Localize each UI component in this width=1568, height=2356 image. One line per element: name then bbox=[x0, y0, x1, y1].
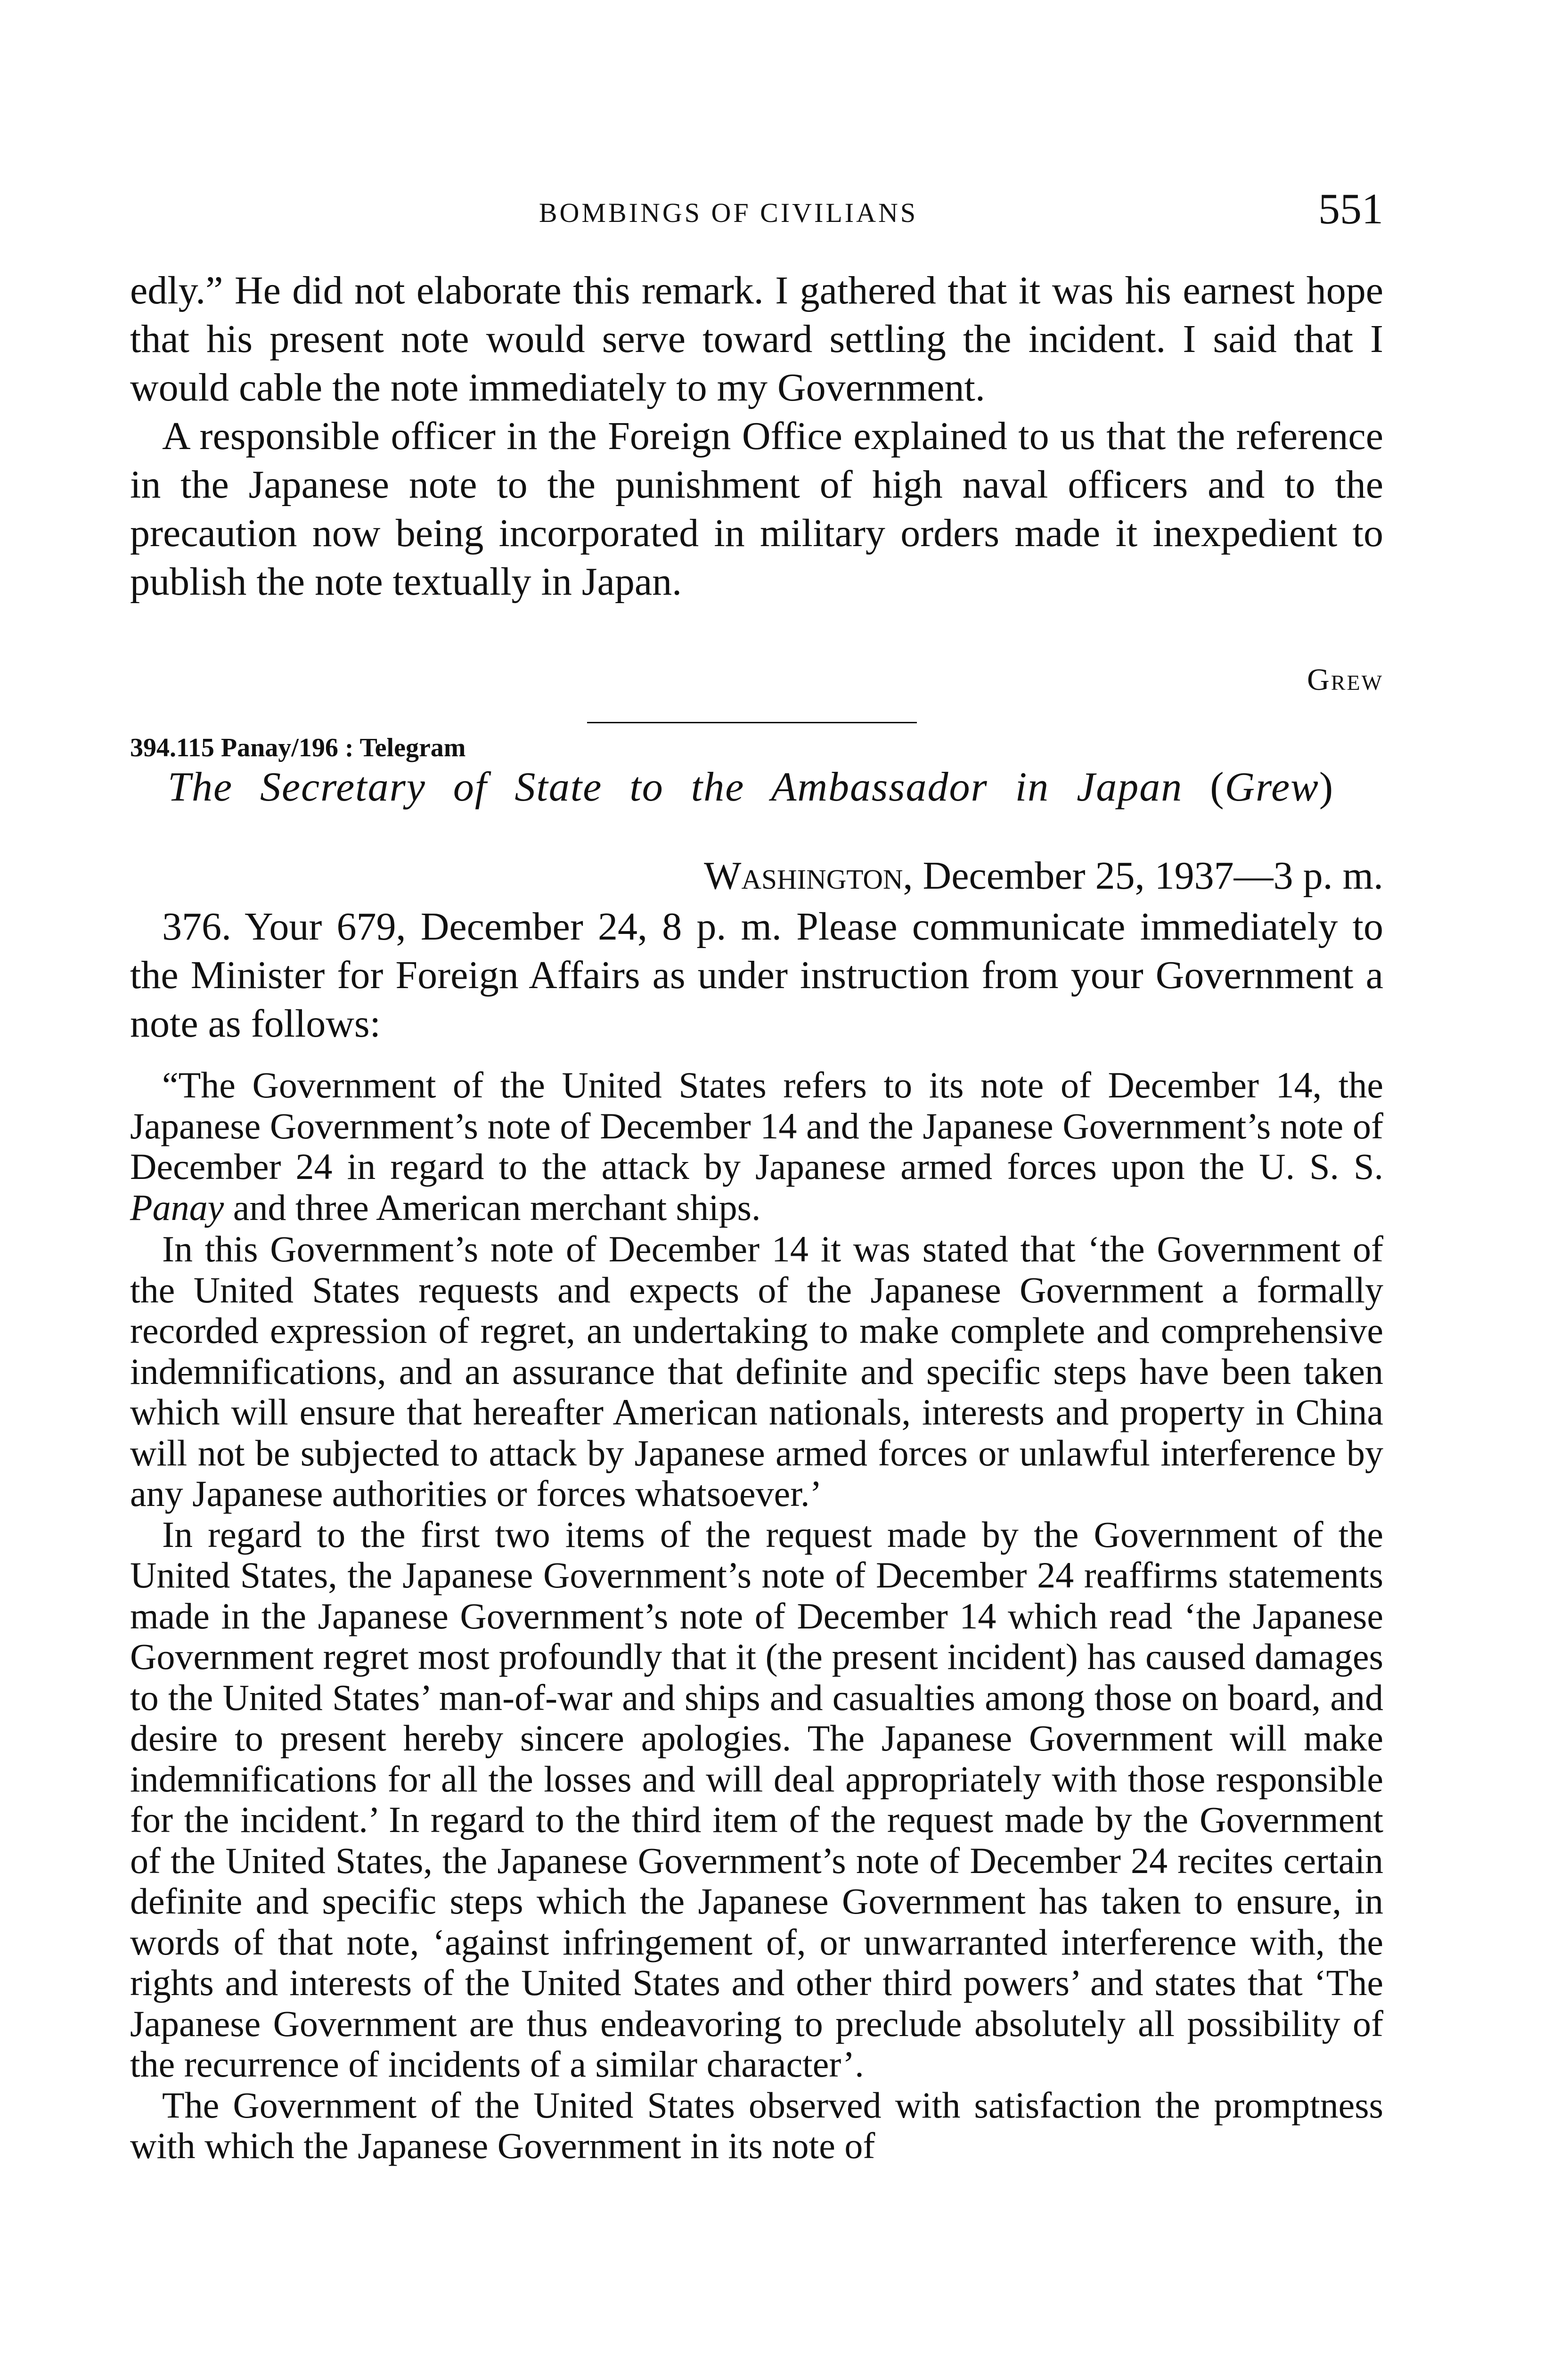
dateline bbox=[704, 853, 1383, 899]
dateline-date: , December 25, 1937—3 p. m. bbox=[903, 854, 1383, 898]
document-title-close-paren: ) bbox=[1319, 764, 1334, 810]
note-paragraph-4: The Government of the United States observed with satisfaction the promptness with which the Japanese Government in its note of bbox=[130, 2084, 1383, 2166]
document-title bbox=[168, 763, 1334, 811]
ship-name: Panay bbox=[130, 1186, 224, 1228]
continuation-paragraph-1: edly.” He did not elaborate this remark. I gathered that it was his earnest hope that his present note would serve toward settling the incident. I said that I would cable the note immediately to my Government. bbox=[130, 269, 1383, 409]
file-reference: 394.115 Panay/196 : Telegram bbox=[130, 733, 466, 762]
document-title-name: Grew bbox=[1225, 764, 1319, 810]
note-paragraph-3: In regard to the first two items of the request made by the Government of the United States, the Japanese Government’s note of December 24 reaffirms statements made in the Japanese Government’s note of December 14 which read ‘the Japanese Government regret most profoundly that it (the present incident) has caused damages to the United States’ man-of-war and ships and casualties among those on board, and desire to present hereby sincere apologies. The Japanese Government will make indemnifications for all the losses and will deal appropriately with those responsible for the incident.’ In regard to the third item of the request made by the Government of the United States, the Japanese Government’s note of December 24 recites certain definite and specific steps which the Japanese Government has taken to ensure, in words of that note, ‘against infringement of, or unwarranted interference with, the rights and interests of the United States and other third powers’ and states that ‘The Japanese Government are thus endeavoring to preclude absolutely all possibility of the recurrence of incidents of a similar character’. bbox=[130, 1513, 1383, 2085]
document-title-open-paren: ( bbox=[1210, 764, 1225, 810]
continuation-text bbox=[130, 266, 1383, 606]
document-page bbox=[130, 0, 1383, 2356]
signature: Grew bbox=[1307, 663, 1383, 697]
note-paragraph-1-text: “The Government of the United States refers to its note of December 14, the Japanese Government’s note of December 14 and the Japanese Government’s note of December 24 in regard to the attack by Japanese armed forces upon the U. S. S. bbox=[130, 1064, 1383, 1187]
note-paragraph-2: In this Government’s note of December 14 it was stated that ‘the Government of the United States requests and expects of the Japanese Government a formally recorded expression of regret, an undertaking to make complete and comprehensive indemnifications, and an assurance that definite and specific steps have been taken which will ensure that hereafter American nationals, interests and property in China will not be subjected to attack by Japanese armed forces or unlawful interference by any Japanese authorities or forces whatsoever.’ bbox=[130, 1228, 1383, 1514]
document-title-main: The Secretary of State to the Ambassador in Japan bbox=[168, 764, 1183, 810]
note-paragraph-1-end: and three American merchant ships. bbox=[224, 1186, 761, 1228]
telegram-intro bbox=[130, 902, 1383, 1048]
running-title: BOMBINGS OF CIVILIANS bbox=[539, 197, 918, 228]
note-paragraph-1 bbox=[130, 1065, 1383, 1228]
continuation-paragraph-2: A responsible officer in the Foreign Office explained to us that the reference in the Japanese note to the punishment of high naval officers and to the precaution now being incorporated in military orders made it inexpedient to publish the note textually in Japan. bbox=[130, 414, 1383, 604]
running-head bbox=[130, 184, 1383, 236]
section-divider bbox=[587, 722, 917, 723]
quoted-note bbox=[130, 1065, 1383, 2167]
page-number: 551 bbox=[1318, 185, 1383, 233]
intro-paragraph: 376. Your 679, December 24, 8 p. m. Please communicate immediately to the Minister for Foreign Affairs as under instruction from your Government a note as follows: bbox=[130, 905, 1383, 1046]
dateline-place: Washington bbox=[704, 854, 903, 898]
